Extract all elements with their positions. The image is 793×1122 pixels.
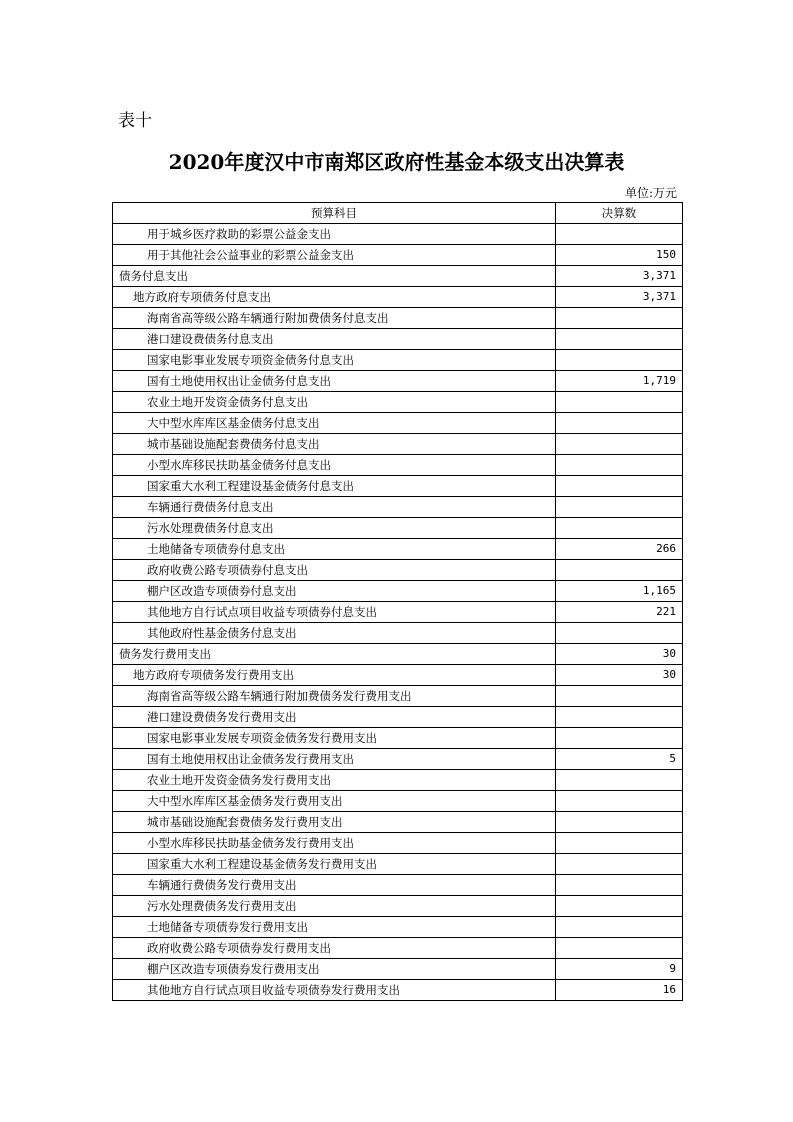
row-subject: 棚户区改造专项债券付息支出	[113, 581, 556, 602]
row-subject: 城市基础设施配套费债务发行费用支出	[113, 812, 556, 833]
row-subject: 地方政府专项债务付息支出	[113, 287, 556, 308]
table-row	[113, 455, 683, 476]
row-amount	[556, 917, 683, 938]
row-amount	[556, 812, 683, 833]
table-header-row	[113, 203, 683, 224]
table-row	[113, 329, 683, 350]
row-amount	[556, 854, 683, 875]
row-amount	[556, 938, 683, 959]
table-row	[113, 497, 683, 518]
row-subject: 用于城乡医疗救助的彩票公益金支出	[113, 224, 556, 245]
table-row	[113, 350, 683, 371]
table-row	[113, 287, 683, 308]
row-amount	[556, 518, 683, 539]
table-row	[113, 875, 683, 896]
row-amount	[556, 455, 683, 476]
row-amount	[556, 728, 683, 749]
table-row	[113, 665, 683, 686]
row-amount	[556, 770, 683, 791]
row-amount	[556, 497, 683, 518]
row-amount	[556, 707, 683, 728]
row-amount	[556, 833, 683, 854]
row-subject: 债务发行费用支出	[113, 644, 556, 665]
table-row	[113, 854, 683, 875]
table-row	[113, 791, 683, 812]
budget-table	[112, 202, 683, 1001]
table-row	[113, 728, 683, 749]
table-row	[113, 602, 683, 623]
table-row	[113, 959, 683, 980]
row-amount: 1,719	[556, 371, 683, 392]
row-subject: 地方政府专项债务发行费用支出	[113, 665, 556, 686]
table-row	[113, 938, 683, 959]
row-subject: 国有土地使用权出让金债务发行费用支出	[113, 749, 556, 770]
table-row	[113, 896, 683, 917]
row-amount	[556, 623, 683, 644]
row-amount: 1,165	[556, 581, 683, 602]
row-subject: 其他政府性基金债务付息支出	[113, 623, 556, 644]
row-subject: 国家电影事业发展专项资金债务发行费用支出	[113, 728, 556, 749]
table-row	[113, 518, 683, 539]
table-row	[113, 245, 683, 266]
row-subject: 国家重大水利工程建设基金债务发行费用支出	[113, 854, 556, 875]
row-amount	[556, 329, 683, 350]
table-row	[113, 434, 683, 455]
row-subject: 大中型水库库区基金债务发行费用支出	[113, 791, 556, 812]
row-subject: 农业土地开发资金债务发行费用支出	[113, 770, 556, 791]
unit-label: 单位:万元	[624, 186, 677, 200]
row-amount: 5	[556, 749, 683, 770]
table-row	[113, 392, 683, 413]
table-row	[113, 539, 683, 560]
table-row	[113, 812, 683, 833]
header-budget-subject: 预算科目	[113, 203, 556, 224]
row-amount	[556, 896, 683, 917]
row-amount: 9	[556, 959, 683, 980]
row-amount	[556, 875, 683, 896]
row-subject: 债务付息支出	[113, 266, 556, 287]
row-amount	[556, 224, 683, 245]
header-final-amount: 决算数	[556, 203, 683, 224]
page-title: 2020年度汉中市南郑区政府性基金本级支出决算表	[168, 150, 625, 174]
table-row	[113, 413, 683, 434]
row-subject: 海南省高等级公路车辆通行附加费债务发行费用支出	[113, 686, 556, 707]
row-subject: 用于其他社会公益事业的彩票公益金支出	[113, 245, 556, 266]
table-row	[113, 917, 683, 938]
row-subject: 港口建设费债务发行费用支出	[113, 707, 556, 728]
row-amount: 3,371	[556, 266, 683, 287]
row-subject: 小型水库移民扶助基金债务发行费用支出	[113, 833, 556, 854]
row-subject: 政府收费公路专项债券付息支出	[113, 560, 556, 581]
row-subject: 污水处理费债务发行费用支出	[113, 896, 556, 917]
row-subject: 土地储备专项债券付息支出	[113, 539, 556, 560]
row-subject: 海南省高等级公路车辆通行附加费债务付息支出	[113, 308, 556, 329]
table-row	[113, 224, 683, 245]
row-subject: 国有土地使用权出让金债务付息支出	[113, 371, 556, 392]
table-row	[113, 644, 683, 665]
row-amount	[556, 686, 683, 707]
row-subject: 污水处理费债务付息支出	[113, 518, 556, 539]
table-row	[113, 476, 683, 497]
row-subject: 小型水库移民扶助基金债务付息支出	[113, 455, 556, 476]
table-row	[113, 980, 683, 1001]
table-label: 表十	[118, 111, 152, 131]
row-amount	[556, 392, 683, 413]
row-amount	[556, 434, 683, 455]
row-amount: 3,371	[556, 287, 683, 308]
row-subject: 其他地方自行试点项目收益专项债券发行费用支出	[113, 980, 556, 1001]
row-amount: 150	[556, 245, 683, 266]
row-amount: 30	[556, 665, 683, 686]
table-row	[113, 581, 683, 602]
row-amount	[556, 476, 683, 497]
row-subject: 棚户区改造专项债券发行费用支出	[113, 959, 556, 980]
row-amount: 30	[556, 644, 683, 665]
row-subject: 国家重大水利工程建设基金债务付息支出	[113, 476, 556, 497]
row-amount	[556, 350, 683, 371]
table-row	[113, 560, 683, 581]
row-subject: 车辆通行费债务付息支出	[113, 497, 556, 518]
table-row	[113, 371, 683, 392]
table-row	[113, 623, 683, 644]
row-subject: 大中型水库库区基金债务付息支出	[113, 413, 556, 434]
table-row	[113, 749, 683, 770]
row-amount: 266	[556, 539, 683, 560]
row-amount: 16	[556, 980, 683, 1001]
table-row	[113, 266, 683, 287]
row-subject: 国家电影事业发展专项资金债务付息支出	[113, 350, 556, 371]
row-amount	[556, 413, 683, 434]
table-row	[113, 770, 683, 791]
row-amount	[556, 560, 683, 581]
row-subject: 城市基础设施配套费债务付息支出	[113, 434, 556, 455]
row-amount	[556, 308, 683, 329]
table-row	[113, 833, 683, 854]
row-subject: 车辆通行费债务发行费用支出	[113, 875, 556, 896]
row-amount: 221	[556, 602, 683, 623]
row-subject: 港口建设费债务付息支出	[113, 329, 556, 350]
table-row	[113, 308, 683, 329]
row-subject: 农业土地开发资金债务付息支出	[113, 392, 556, 413]
row-subject: 土地储备专项债券发行费用支出	[113, 917, 556, 938]
table-row	[113, 707, 683, 728]
row-subject: 其他地方自行试点项目收益专项债券付息支出	[113, 602, 556, 623]
row-amount	[556, 791, 683, 812]
row-subject: 政府收费公路专项债券发行费用支出	[113, 938, 556, 959]
table-row	[113, 686, 683, 707]
